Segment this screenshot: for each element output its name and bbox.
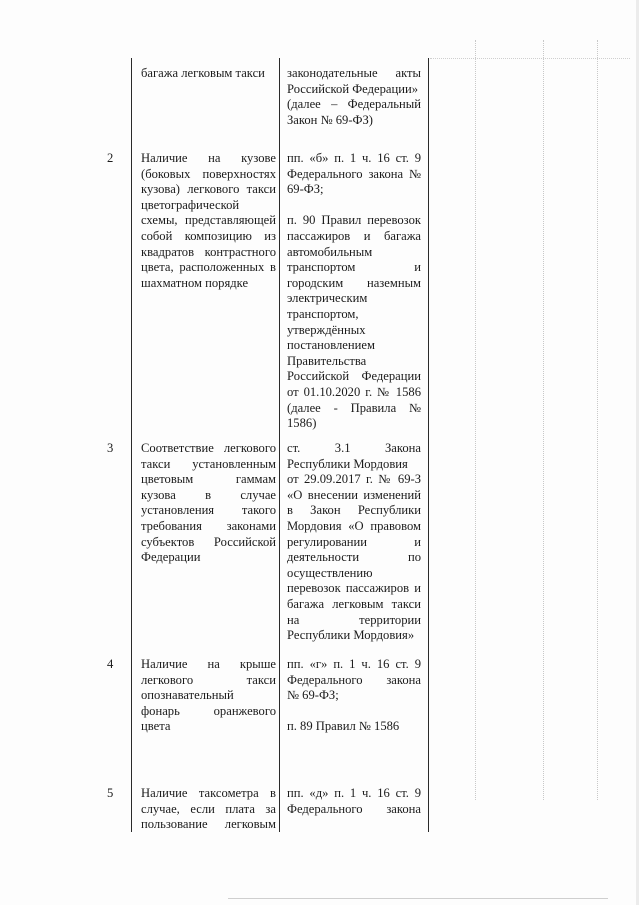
text-line: квадратов контрастного xyxy=(141,244,276,259)
text-line: багажа легковым такси xyxy=(287,596,421,611)
text-line: транспортом и xyxy=(287,260,421,275)
text-line: пп. «г» п. 1 ч. 16 ст. 9 xyxy=(287,657,421,671)
text-line: осуществлению xyxy=(287,565,373,580)
text-line: кузова) легкового такси xyxy=(141,182,276,197)
basis-cell xyxy=(287,786,421,817)
text-line: Закон № 69-ФЗ) xyxy=(287,112,373,127)
requirement-cell xyxy=(141,786,276,833)
text-line: городским наземным xyxy=(287,275,421,290)
faint-row-line xyxy=(430,58,630,59)
text-line: цветографической xyxy=(141,197,240,212)
row-number: 3 xyxy=(107,441,114,455)
scan-bottom-edge xyxy=(228,898,608,899)
text-line: фонарь оранжевого xyxy=(141,703,276,718)
text-line: электрическим xyxy=(287,291,368,306)
basis-cell xyxy=(287,657,421,735)
text-line: пользование легковым xyxy=(141,817,276,832)
text-line: пассажиров и багажа xyxy=(287,228,421,243)
text-line: от 29.09.2017 г. № 69-З xyxy=(287,472,421,487)
text-line: Российской Федерации» xyxy=(287,81,418,96)
basis-cell-continuation xyxy=(287,66,421,128)
text-line: Федерального закона № xyxy=(287,166,421,181)
text-line: «О внесении изменений xyxy=(287,487,421,502)
text-line: регулировании и xyxy=(287,534,421,549)
text-line: случае, если плата за xyxy=(141,801,276,816)
text-line: требования законами xyxy=(141,518,276,533)
text-line: Российской Федерации xyxy=(287,369,421,384)
text-line: ст. 3.1 Закона xyxy=(287,441,421,455)
text-line: Федерального закона xyxy=(287,801,421,816)
text-line: законодательные акты xyxy=(287,66,421,80)
text-line: 69-ФЗ; xyxy=(287,182,324,197)
text-line: Соответствие легкового xyxy=(141,441,276,455)
text-line: деятельности по xyxy=(287,550,421,565)
text-line: 1586) xyxy=(287,416,317,431)
row-number: 2 xyxy=(107,151,114,165)
text-line: пп. «б» п. 1 ч. 16 ст. 9 xyxy=(287,151,421,165)
basis-cell xyxy=(287,441,421,644)
requirement-cell xyxy=(141,441,276,566)
text-line: субъектов Российской xyxy=(141,534,276,549)
text-line: транспортом, xyxy=(287,306,359,321)
text-line: кузова в случае xyxy=(141,487,276,502)
table-border-left xyxy=(131,58,132,832)
text-line: Федерального закона xyxy=(287,672,421,687)
text-line: цветовым гаммам xyxy=(141,472,276,487)
text-line: Наличие на крыше xyxy=(141,657,276,671)
text-line: опознавательный xyxy=(141,688,234,703)
row-number: 4 xyxy=(107,657,114,671)
text-line: автомобильным xyxy=(287,244,373,259)
text-line: цвета xyxy=(141,719,171,734)
text-line: пп. «д» п. 1 ч. 16 ст. 9 xyxy=(287,786,421,800)
text-line: шахматном порядке xyxy=(141,275,249,290)
text-line: от 01.10.2020 г. № 1586 xyxy=(287,384,421,399)
text-line: Республики Мордовия xyxy=(287,456,408,471)
text-line: (далее – Федеральный xyxy=(287,97,421,112)
paragraph-gap xyxy=(287,704,421,720)
text-line: Наличие таксометра в xyxy=(141,786,276,800)
requirement-cell xyxy=(141,657,276,735)
requirement-cell xyxy=(141,151,276,291)
text-line: утверждённых xyxy=(287,322,366,337)
table-border-middle xyxy=(279,58,280,832)
table-border-right xyxy=(428,58,429,832)
text-line: багажа легковым такси xyxy=(141,66,265,80)
text-line: Правительства xyxy=(287,353,367,368)
text-line: легкового такси xyxy=(141,672,276,687)
text-line: № 69-ФЗ; xyxy=(287,688,339,703)
text-line: схемы, представляющей xyxy=(141,213,276,228)
faint-column-line xyxy=(475,40,476,800)
text-line: постановлением xyxy=(287,338,375,353)
text-line: п. 90 Правил перевозок xyxy=(287,213,421,228)
text-line: такси установленным xyxy=(141,456,276,471)
text-line: на территории xyxy=(287,612,421,627)
faint-column-line xyxy=(543,40,544,800)
text-line: (далее - Правила № xyxy=(287,400,421,415)
text-line: Наличие на кузове xyxy=(141,151,276,165)
faint-column-line xyxy=(597,40,598,800)
text-line: Мордовия «О правовом xyxy=(287,518,421,533)
text-line: Федерации xyxy=(141,550,201,565)
text-line: собой композицию из xyxy=(141,228,276,243)
text-line: п. 89 Правил № 1586 xyxy=(287,719,400,734)
text-line: перевозок пассажиров и xyxy=(287,581,421,596)
text-line: (боковых поверхностях xyxy=(141,166,276,181)
paragraph-gap xyxy=(287,198,421,214)
basis-cell xyxy=(287,151,421,432)
requirement-cell-continuation xyxy=(141,66,276,82)
row-number: 5 xyxy=(107,786,114,800)
text-line: цвета, расположенных в xyxy=(141,260,276,275)
text-line: установления такого xyxy=(141,503,276,518)
text-line: в Закон Республики xyxy=(287,503,421,518)
text-line: Республики Мордовия» xyxy=(287,628,415,643)
